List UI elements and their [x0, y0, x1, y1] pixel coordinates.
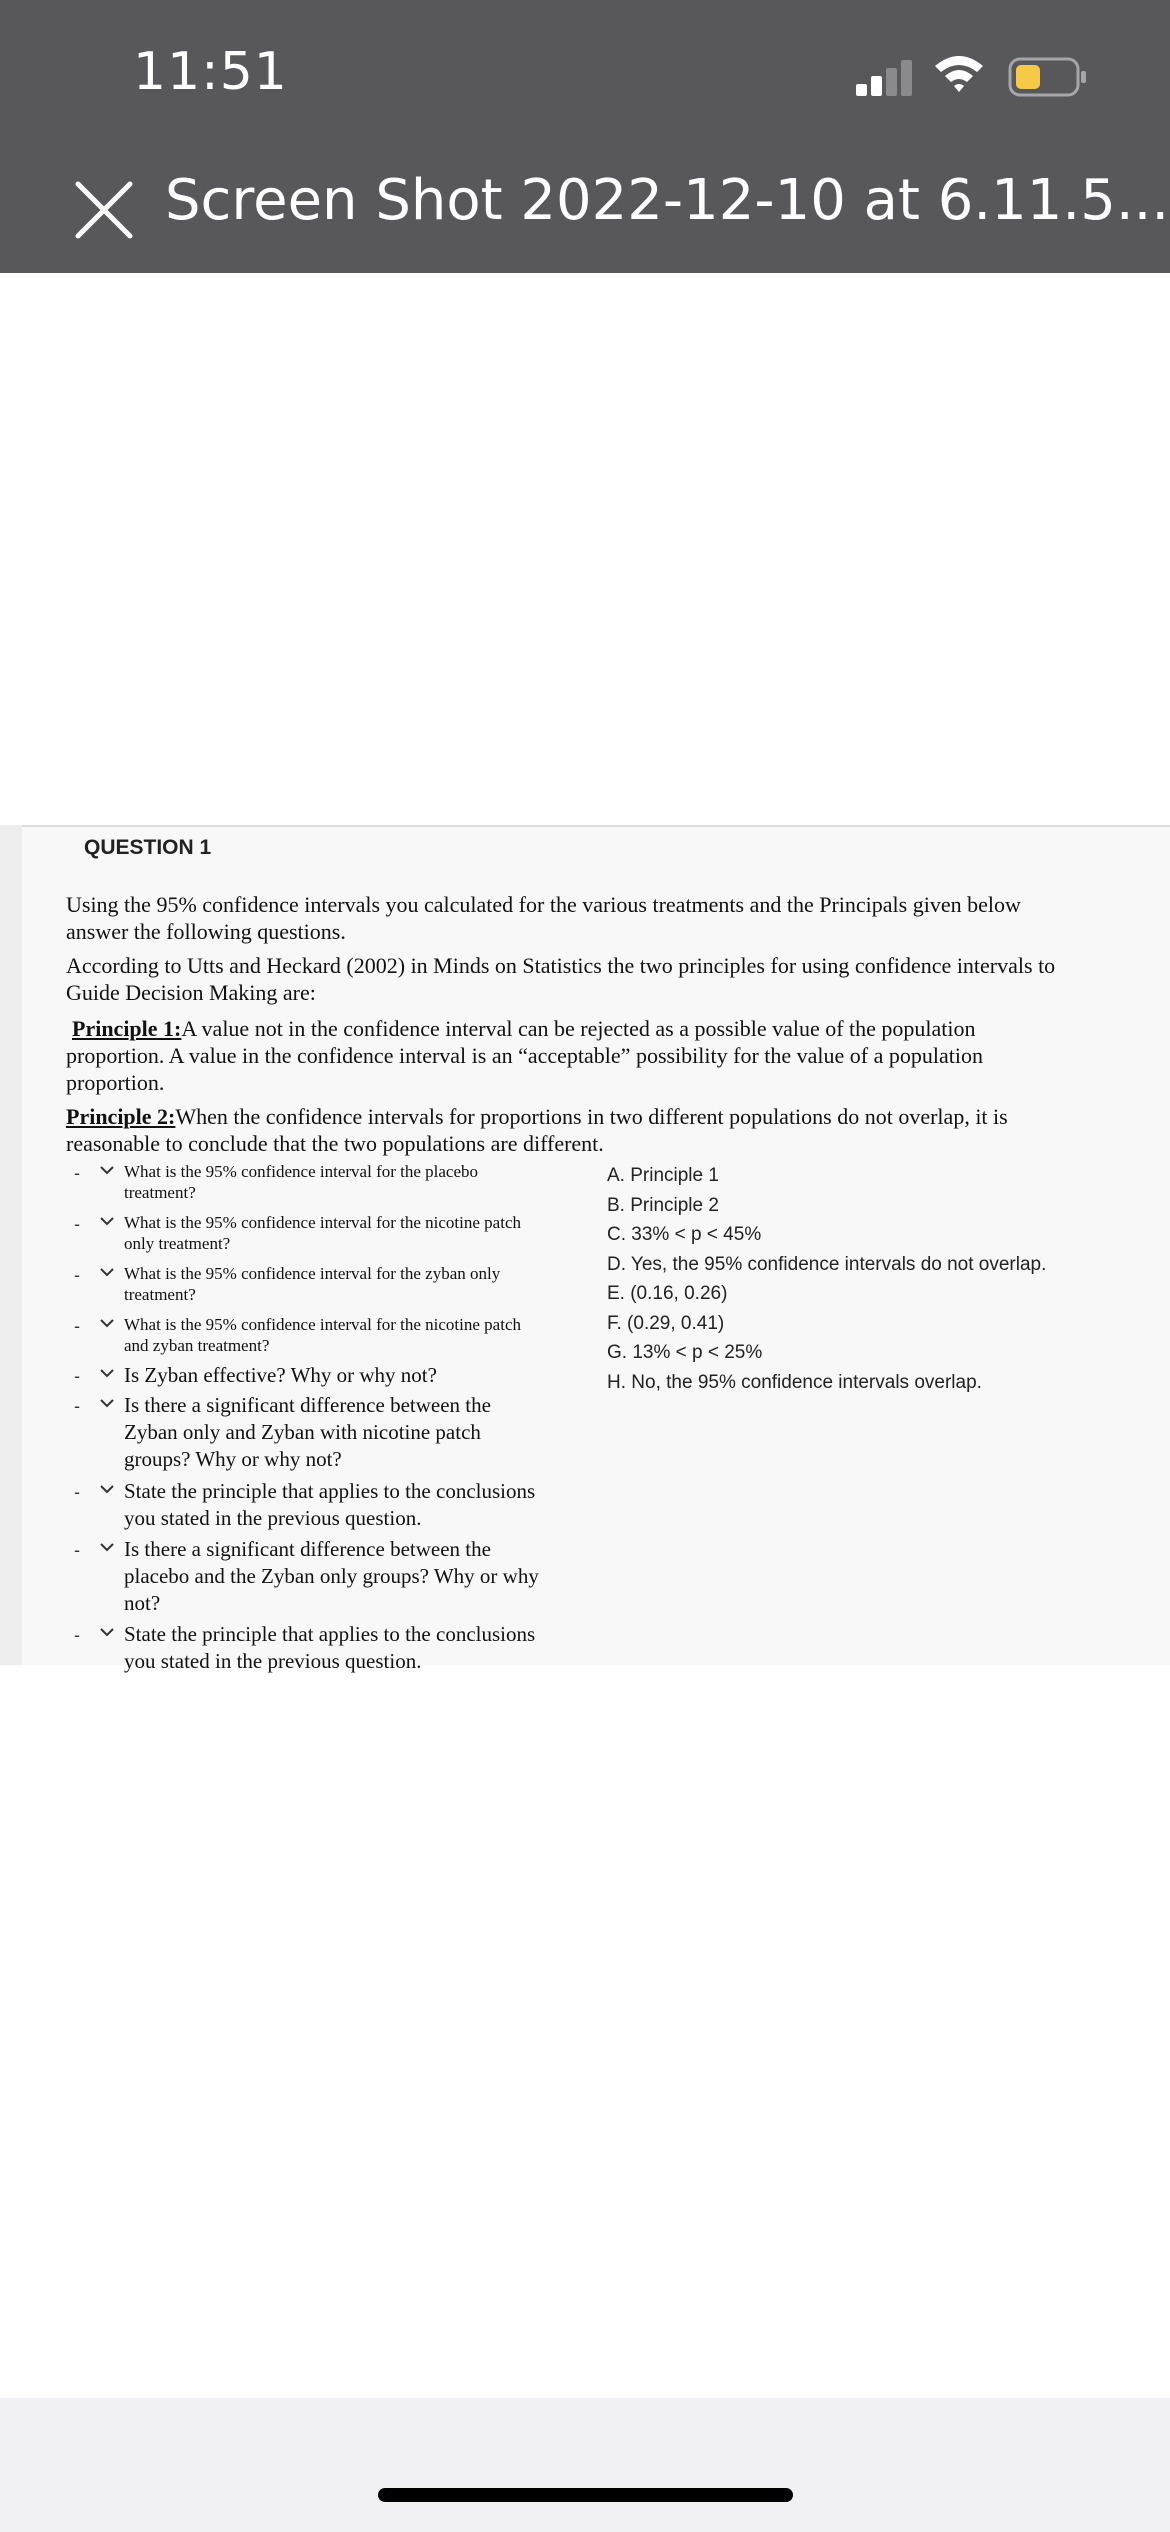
according-paragraph: [66, 952, 1146, 1006]
answer-dropdown[interactable]: -: [70, 1625, 120, 1651]
close-icon[interactable]: [74, 180, 134, 240]
question-item: Is there a significant difference between the Zyban only and Zyban with nicotine patch groups? Why or why not?: [124, 1393, 491, 1471]
principle-1-line-1: A value not in the confidence interval can be rejected as a possible value of the population: [181, 1016, 976, 1041]
answer-dropdown[interactable]: -: [70, 1540, 120, 1566]
answer-option: E. (0.16, 0.26): [607, 1283, 728, 1304]
chevron-down-icon: [100, 1368, 114, 1378]
chevron-down-icon: [100, 1267, 114, 1277]
chevron-down-icon: [100, 1542, 114, 1552]
question-item: What is the 95% confidence interval for the placebo treatment?: [124, 1162, 479, 1202]
question-item: What is the 95% confidence interval for the zyban only treatment?: [124, 1264, 501, 1304]
question-item: State the principle that applies to the conclusions you stated in the previous question.: [124, 1622, 536, 1673]
principle-2-paragraph: [66, 1103, 1146, 1157]
answer-option: G. 13% < p < 25%: [607, 1342, 763, 1363]
chevron-down-icon: [100, 1627, 114, 1637]
chevron-down-icon: [100, 1318, 114, 1328]
bottom-toolbar-area: [0, 2398, 1170, 2532]
intro-line-2: answer the following questions.: [66, 919, 346, 944]
intro-line-1: Using the 95% confidence intervals you calculated for the various treatments and the Principals given below: [66, 892, 1021, 917]
answer-dropdown[interactable]: -: [70, 1366, 120, 1392]
cellular-signal-icon: [856, 58, 916, 96]
question-item: State the principle that applies to the conclusions you stated in the previous question.: [124, 1479, 536, 1530]
answer-options-list: [607, 1161, 1046, 1397]
chevron-down-icon: [100, 1216, 114, 1226]
answer-option: F. (0.29, 0.41): [607, 1312, 725, 1334]
status-time: 11:51: [133, 42, 288, 102]
wifi-icon: [931, 52, 987, 96]
answer-option: A. Principle 1: [607, 1165, 719, 1186]
answer-dropdown[interactable]: -: [70, 1482, 120, 1508]
principle-1-line-2: proportion. A value in the confidence interval is an “acceptable” possibility for the value of a population: [66, 1043, 983, 1068]
question-heading: QUESTION 1: [84, 836, 212, 859]
answer-dropdown[interactable]: -: [70, 1396, 120, 1422]
document-left-strip: [0, 825, 22, 1665]
status-bar: [0, 0, 1170, 135]
question-item: Is there a significant difference between the placebo and the Zyban only groups? Why or why not?: [124, 1537, 539, 1615]
home-indicator[interactable]: [378, 2488, 793, 2502]
question-item: What is the 95% confidence interval for the nicotine patch and zyban treatment?: [124, 1315, 521, 1355]
question-item: Is Zyban effective? Why or why not?: [124, 1363, 437, 1387]
chevron-down-icon: [100, 1398, 114, 1408]
question-item: What is the 95% confidence interval for the nicotine patch only treatment?: [124, 1213, 521, 1253]
principle-2-line-1: When the confidence intervals for proportions in two different populations do not overlap, it is: [175, 1104, 1008, 1129]
chevron-down-icon: [100, 1165, 114, 1175]
answer-dropdown[interactable]: -: [70, 1265, 120, 1291]
according-line-2: Guide Decision Making are:: [66, 980, 316, 1005]
answer-dropdown[interactable]: -: [70, 1214, 120, 1240]
principle-1-line-3: proportion.: [66, 1070, 165, 1095]
file-title: Screen Shot 2022-12-10 at 6.11.5...: [165, 168, 1170, 233]
intro-paragraph: [66, 891, 1146, 945]
answer-option: B. Principle 2: [607, 1194, 719, 1216]
answer-dropdown[interactable]: -: [70, 1316, 120, 1342]
answer-option: C. 33% < p < 45%: [607, 1224, 762, 1245]
according-line-1: According to Utts and Heckard (2002) in Minds on Statistics the two principles for using confidence intervals to: [66, 953, 1056, 978]
answer-dropdown[interactable]: -: [70, 1163, 120, 1189]
principle-2-line-2: reasonable to conclude that the two populations are different.: [66, 1131, 604, 1156]
principle-2-label: Principle 2:: [66, 1104, 176, 1129]
battery-icon: [1008, 57, 1088, 97]
answer-option: D. Yes, the 95% confidence intervals do not overlap.: [607, 1253, 1047, 1275]
principle-1-label: Principle 1:: [72, 1016, 182, 1041]
chevron-down-icon: [100, 1484, 114, 1494]
principle-1-paragraph: [66, 1015, 1146, 1096]
answer-option: H. No, the 95% confidence intervals overlap.: [607, 1371, 982, 1393]
